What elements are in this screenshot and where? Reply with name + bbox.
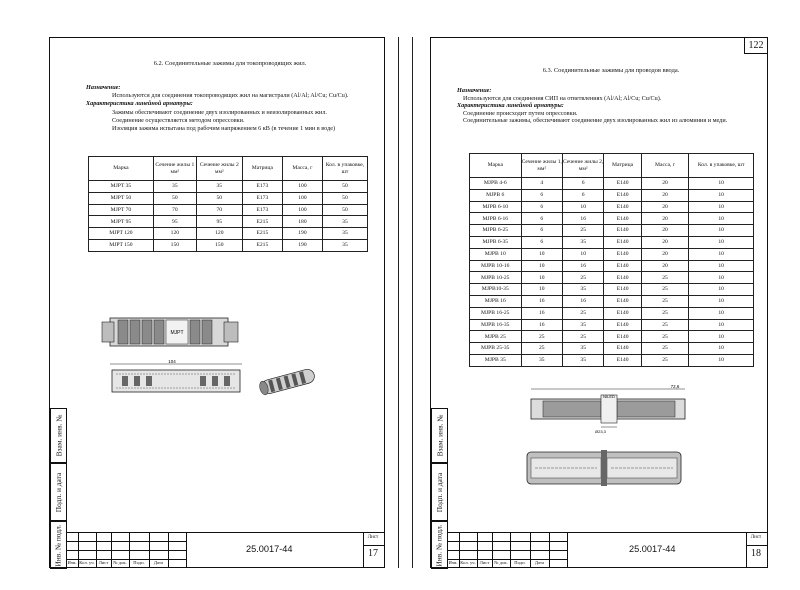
- table-cell: 120: [153, 228, 196, 240]
- table-cell: E140: [604, 331, 641, 343]
- table-cell: E140: [604, 248, 641, 260]
- table-cell: 10: [689, 236, 754, 248]
- purpose-text: Используются для соединения токопроводящих жил на магистрали (Al/Al; Al/Cu; Cu/Cu).: [112, 92, 349, 100]
- sheet-label: Лист: [750, 535, 762, 540]
- table-cell: 95: [153, 216, 196, 228]
- table-cell: 50: [153, 192, 196, 204]
- table-cell: 100: [282, 204, 322, 216]
- table-cell: MJPT 35: [89, 181, 154, 193]
- table-cell: 10: [689, 225, 754, 237]
- table-cell: MJPB 6-16: [470, 213, 522, 225]
- table-row: [89, 239, 368, 251]
- table-cell: 20: [641, 201, 689, 213]
- table-cell: 35: [562, 236, 603, 248]
- table-row: [470, 319, 754, 331]
- stamp-header: Лист: [479, 560, 490, 565]
- table-cell: 25: [641, 295, 689, 307]
- table-cell: 20: [641, 213, 689, 225]
- table-cell: E140: [604, 225, 641, 237]
- table-cell: MJPB 16-25: [470, 307, 522, 319]
- table-cell: 16: [562, 295, 603, 307]
- stamp-header: Дата: [534, 560, 545, 565]
- table-row: [470, 189, 754, 201]
- column-header: Марка: [89, 157, 154, 181]
- table-cell: 10: [689, 343, 754, 355]
- table-cell: MJPB 10: [470, 248, 522, 260]
- table-cell: 35: [153, 181, 196, 193]
- spine-field-sign-date: Подп. и дата: [431, 463, 448, 521]
- table-cell: MJPB 16-35: [470, 319, 522, 331]
- table-cell: MJPT 120: [89, 228, 154, 240]
- column-header: Сечение жилы 2, мм²: [562, 154, 603, 178]
- table-cell: 10: [521, 272, 562, 284]
- table-cell: MJPB 25: [470, 331, 522, 343]
- table-cell: E140: [604, 260, 641, 272]
- table-row: [470, 248, 754, 260]
- spine-field-sign-date: Подп. и дата: [50, 463, 67, 521]
- stamp-header: Дата: [153, 560, 164, 565]
- table-cell: 20: [641, 260, 689, 272]
- spread-divider: [398, 37, 399, 568]
- table-cell: 25: [521, 343, 562, 355]
- column-header: Масса, г: [641, 154, 689, 178]
- table-cell: 10: [521, 260, 562, 272]
- binding-strip: [431, 38, 447, 567]
- table-row: [470, 178, 754, 190]
- diameter-label: Ø23,3: [595, 429, 606, 434]
- table-cell: 95: [196, 216, 242, 228]
- table-cell: MJPB 25-35: [470, 343, 522, 355]
- right-drawing-sheet: [430, 37, 768, 568]
- column-header: Сечение жилы 1 мм²: [153, 157, 196, 181]
- table-cell: 16: [521, 307, 562, 319]
- stamp-header: № док.: [494, 560, 508, 565]
- table-cell: E140: [604, 284, 641, 296]
- table-row: [470, 225, 754, 237]
- table-row: [89, 228, 368, 240]
- table-cell: 25: [641, 272, 689, 284]
- table-cell: 50: [196, 192, 242, 204]
- table-cell: MJPT 150: [89, 239, 154, 251]
- table-cell: 10: [689, 307, 754, 319]
- table-cell: E140: [604, 295, 641, 307]
- sheet-number: 17: [368, 548, 378, 559]
- table-cell: 20: [641, 225, 689, 237]
- table-cell: 190: [282, 228, 322, 240]
- purpose-label: Назначение:: [457, 87, 492, 94]
- feature-line: Соединение происходит путем опрессовки.: [463, 109, 578, 117]
- table-cell: 10: [689, 319, 754, 331]
- connector-section-left: [102, 360, 252, 400]
- table-cell: MJPT 70: [89, 204, 154, 216]
- table-row: [470, 260, 754, 272]
- table-cell: E140: [604, 201, 641, 213]
- spine-field-inv-number: Инв. № подл.: [431, 521, 448, 569]
- table-cell: 6: [521, 236, 562, 248]
- table-cell: 50: [322, 181, 367, 193]
- table-cell: 4: [521, 178, 562, 190]
- table-cell: E173: [242, 181, 282, 193]
- table-row: [89, 181, 368, 193]
- table-cell: 35: [322, 228, 367, 240]
- table-cell: 25: [641, 284, 689, 296]
- table-cell: 16: [521, 319, 562, 331]
- stamp-header: Кол. уч.: [79, 560, 95, 565]
- dimension-label: 72,6: [670, 384, 680, 389]
- title-block: [66, 532, 384, 567]
- table-row: [470, 307, 754, 319]
- table-cell: 25: [562, 307, 603, 319]
- table-cell: 20: [641, 236, 689, 248]
- table-cell: 10: [689, 189, 754, 201]
- connector-section-right: [521, 446, 691, 491]
- table-row: [470, 236, 754, 248]
- table-cell: 6: [521, 225, 562, 237]
- table-row: [89, 216, 368, 228]
- table-cell: 10: [689, 354, 754, 366]
- column-header: Матрица: [604, 154, 641, 178]
- table-cell: 120: [196, 228, 242, 240]
- column-header: Масса, г: [282, 157, 322, 181]
- table-cell: MJPB 4-6: [470, 178, 522, 190]
- table-cell: E140: [604, 189, 641, 201]
- table-row: [89, 192, 368, 204]
- table-cell: 35: [562, 343, 603, 355]
- features-label: Характеристика линейной арматуры:: [86, 100, 193, 108]
- table-row: [89, 204, 368, 216]
- table-cell: 70: [153, 204, 196, 216]
- table-cell: 10: [521, 248, 562, 260]
- table-cell: 25: [641, 354, 689, 366]
- stamp-header: Кол. уч.: [460, 560, 476, 565]
- table-cell: MJPB 10-16: [470, 260, 522, 272]
- spine-field-replace-inv: Взам. инв. №: [431, 408, 448, 463]
- table-cell: 35: [322, 239, 367, 251]
- table-body: [89, 181, 368, 252]
- table-cell: E215: [242, 228, 282, 240]
- table-cell: E173: [242, 192, 282, 204]
- stamp-header-row: [447, 560, 567, 565]
- column-header: Кол. в упаковке, шт: [322, 157, 367, 181]
- column-header: Марка: [470, 154, 522, 178]
- feature-line: Соединение осуществляется методом опрессовки.: [112, 116, 245, 124]
- table-cell: MJPT 95: [89, 216, 154, 228]
- table-cell: E140: [604, 343, 641, 355]
- table-cell: 35: [521, 354, 562, 366]
- table-cell: 150: [153, 239, 196, 251]
- table-cell: 180: [282, 216, 322, 228]
- section-heading: 6.2. Соединительные зажимы для токопроводящих жил.: [153, 60, 307, 67]
- table-row: [470, 295, 754, 307]
- table-cell: 50: [322, 204, 367, 216]
- table-cell: 35: [562, 284, 603, 296]
- table-cell: 100: [282, 192, 322, 204]
- spec-table: [88, 156, 368, 252]
- connector-label: MJPT: [170, 330, 184, 336]
- table-cell: 16: [521, 295, 562, 307]
- table-cell: 25: [641, 307, 689, 319]
- title-block: [447, 532, 767, 567]
- table-cell: E173: [242, 204, 282, 216]
- stamp-header: № док.: [113, 560, 127, 565]
- table-cell: 6: [521, 189, 562, 201]
- spec-table: [469, 153, 754, 367]
- stamp-header: Изм.: [448, 560, 458, 565]
- table-cell: 150: [196, 239, 242, 251]
- table-cell: 6: [562, 189, 603, 201]
- dimension-label: 104: [168, 359, 176, 364]
- table-cell: 25: [641, 319, 689, 331]
- document-code: 25.0017-44: [629, 544, 676, 554]
- description-block: [86, 84, 376, 133]
- table-cell: E215: [242, 239, 282, 251]
- features-label: Характеристика линейной арматуры:: [457, 102, 564, 110]
- stamp-header: Изм.: [67, 560, 77, 565]
- table-cell: 50: [322, 192, 367, 204]
- table-cell: 25: [641, 331, 689, 343]
- table-cell: 20: [641, 178, 689, 190]
- table-cell: MJPB 6: [470, 189, 522, 201]
- table-cell: 10: [689, 284, 754, 296]
- stamp-header-row: [66, 560, 186, 565]
- table-cell: 35: [562, 354, 603, 366]
- table-cell: 10: [689, 272, 754, 284]
- binding-strip: [50, 38, 66, 567]
- table-cell: 6: [521, 213, 562, 225]
- table-cell: MJPT 50: [89, 192, 154, 204]
- table-cell: 20: [641, 189, 689, 201]
- sheet-label: Лист: [367, 535, 379, 540]
- table-cell: 35: [322, 216, 367, 228]
- connector-3d-left: [255, 366, 325, 396]
- table-row: [470, 272, 754, 284]
- connector-drawing-right: [525, 383, 695, 443]
- table-cell: E140: [604, 213, 641, 225]
- column-header: Сечение жилы 2 мм²: [196, 157, 242, 181]
- table-row: [470, 201, 754, 213]
- table-cell: 100: [282, 181, 322, 193]
- table-cell: 10: [521, 284, 562, 296]
- table-cell: E140: [604, 307, 641, 319]
- table-cell: 25: [562, 225, 603, 237]
- table-row: [470, 213, 754, 225]
- table-cell: E140: [604, 178, 641, 190]
- table-cell: 6: [562, 178, 603, 190]
- table-cell: 25: [562, 331, 603, 343]
- feature-line: Изоляция зажима испытана под рабочим напряжением 6 кВ (в течение 1 мин в воде): [112, 125, 336, 133]
- table-cell: E215: [242, 216, 282, 228]
- feature-line: Соединительные зажимы, обеспечивают соединение двух изолированных жил из алюминия и меди.: [463, 117, 728, 125]
- description-block: [457, 87, 757, 125]
- section-heading: 6.3. Соединительные зажимы для проводов ввода.: [542, 67, 680, 74]
- left-drawing-sheet: [49, 37, 385, 568]
- table-cell: E140: [604, 354, 641, 366]
- table-cell: 16: [562, 260, 603, 272]
- table-row: [470, 284, 754, 296]
- table-cell: 10: [689, 201, 754, 213]
- table-cell: MJPB 6-25: [470, 225, 522, 237]
- table-cell: 25: [521, 331, 562, 343]
- table-cell: MJPB 16: [470, 295, 522, 307]
- table-cell: 190: [282, 239, 322, 251]
- table-cell: MJPB 6-10: [470, 201, 522, 213]
- table-cell: 35: [196, 181, 242, 193]
- table-cell: 10: [689, 260, 754, 272]
- stamp-header: Подп.: [133, 560, 145, 565]
- table-cell: 10: [689, 178, 754, 190]
- spread-divider: [412, 37, 413, 568]
- stamp-header: Лист: [98, 560, 109, 565]
- connector-label: NILED: [603, 394, 615, 399]
- spine-field-replace-inv: Взам. инв. №: [50, 408, 67, 463]
- table-cell: 6: [521, 201, 562, 213]
- table-cell: 10: [689, 295, 754, 307]
- document-code: 25.0017-44: [246, 544, 293, 554]
- table-cell: 20: [641, 248, 689, 260]
- table-body: [470, 178, 754, 367]
- table-cell: 10: [689, 331, 754, 343]
- table-cell: 35: [562, 319, 603, 331]
- sheet-number: 18: [751, 548, 761, 559]
- table-row: [470, 331, 754, 343]
- purpose-text: Используются для соединения СИП на ответвлениях (Al/Al; Al/Cu; Cu/Cu).: [463, 94, 662, 102]
- spine-field-inv-number: Инв. № подл.: [50, 521, 67, 569]
- connector-photo-left: [100, 308, 250, 358]
- table-cell: 25: [562, 272, 603, 284]
- table-cell: 10: [562, 201, 603, 213]
- table-cell: 70: [196, 204, 242, 216]
- feature-line: Зажимы обеспечивают соединение двух изолированных и неизолированных жил.: [112, 108, 327, 116]
- column-header: Кол. в упаковке, шт: [689, 154, 754, 178]
- table-cell: MJPB 35: [470, 354, 522, 366]
- stamp-header: Подп.: [514, 560, 526, 565]
- table-cell: MJPB10-35: [470, 284, 522, 296]
- table-cell: 10: [562, 248, 603, 260]
- column-header: Сечение жилы 1, мм²: [521, 154, 562, 178]
- purpose-label: Назначение:: [86, 84, 121, 91]
- table-cell: MJPB 10-25: [470, 272, 522, 284]
- table-cell: 16: [562, 213, 603, 225]
- table-cell: 10: [689, 213, 754, 225]
- table-cell: 10: [689, 248, 754, 260]
- table-cell: MJPB 6-35: [470, 236, 522, 248]
- table-row: [470, 354, 754, 366]
- page-number: 122: [744, 38, 767, 54]
- table-row: [470, 343, 754, 355]
- column-header: Матрица: [242, 157, 282, 181]
- table-cell: E140: [604, 319, 641, 331]
- table-cell: 25: [641, 343, 689, 355]
- table-cell: E140: [604, 236, 641, 248]
- table-cell: E140: [604, 272, 641, 284]
